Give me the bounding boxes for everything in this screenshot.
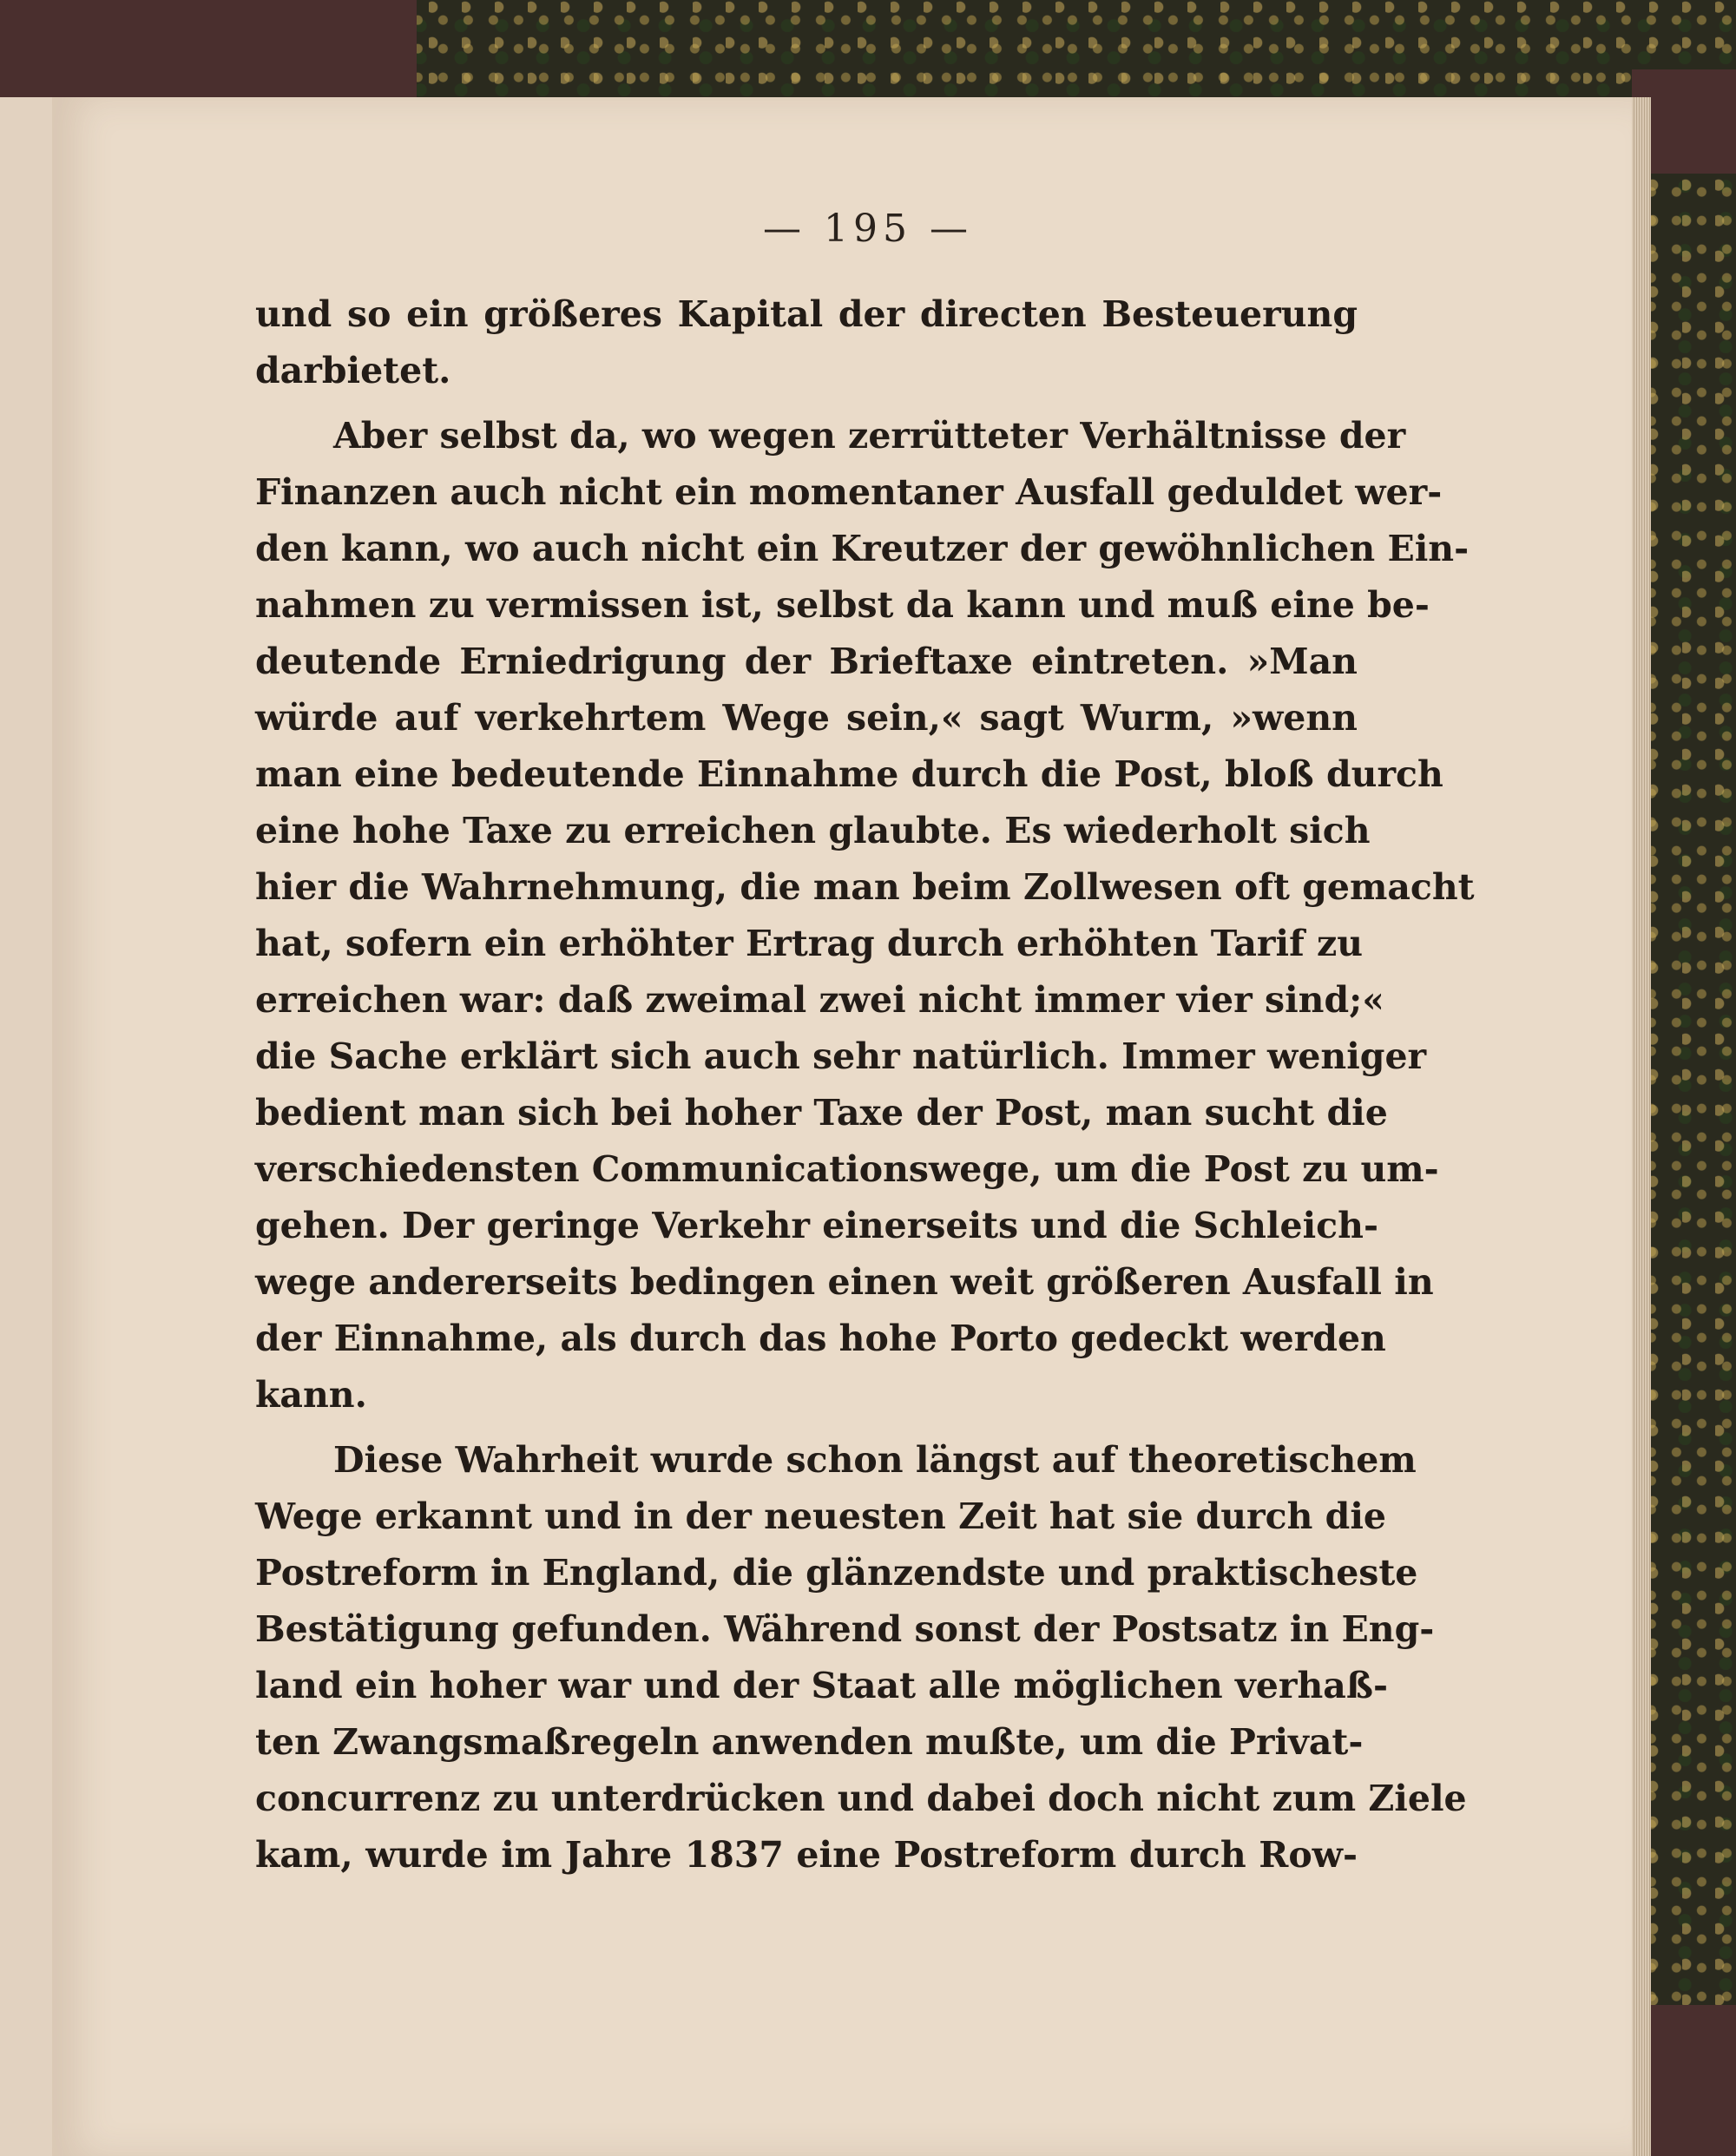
text-line: Diese Wahrheit wurde schon längst auf theoretischem (333, 1439, 1417, 1481)
text-line: eine hohe Taxe zu erreichen glaubte. Es wiederholt sich (255, 810, 1371, 851)
text-line: kann. (255, 1374, 367, 1416)
text-line: land ein hoher war und der Staat alle möglichen verhaß- (255, 1665, 1388, 1706)
page-number: — 195 — (763, 207, 973, 251)
text-line: ten Zwangsmaßregeln anwenden mußte, um die Privat- (255, 1721, 1364, 1763)
text-line: Postreform in England, die glänzendste und praktischeste (255, 1552, 1418, 1594)
text-line: die Sache erklärt sich auch sehr natürlich. Immer weniger (255, 1035, 1427, 1077)
leather-spine-top (0, 0, 417, 104)
text-line: verschiedensten Communicationswege, um die Post zu um- (255, 1148, 1439, 1190)
text-line: wege andererseits bedingen einen weit größeren Ausfall in (255, 1261, 1434, 1303)
text-line: concurrenz zu unterdrücken und dabei doch nicht zum Ziele (255, 1778, 1467, 1819)
text-line: darbietet. (255, 350, 451, 391)
text-line: Wege erkannt und in der neuesten Zeit hat sie durch die (255, 1495, 1386, 1537)
text-line: deutende Erniedrigung der Brieftaxe eintreten. »Man (255, 641, 1358, 682)
text-line: Finanzen auch nicht ein momentaner Ausfall geduldet wer- (255, 471, 1443, 513)
text-line: den kann, wo auch nicht ein Kreutzer der gewöhnlichen Ein- (255, 528, 1470, 569)
text-line: und so ein größeres Kapital der directen Besteuerung (255, 293, 1358, 335)
text-line: hat, sofern ein erhöhter Ertrag durch erhöhten Tarif zu (255, 923, 1364, 964)
text-line: man eine bedeutende Einnahme durch die Post, bloß durch (255, 753, 1443, 795)
text-line: erreichen war: daß zweimal zwei nicht immer vier sind;« (255, 979, 1384, 1021)
text-line: nahmen zu vermissen ist, selbst da kann und muß eine be- (255, 584, 1430, 626)
text-line: der Einnahme, als durch das hohe Porto gedeckt werden (255, 1318, 1386, 1359)
text-line: gehen. Der geringe Verkehr einerseits und die Schleich- (255, 1205, 1378, 1246)
body-text (255, 286, 1475, 1883)
text-line: Bestätigung gefunden. Während sonst der Postsatz in Eng- (255, 1608, 1435, 1650)
text-line: hier die Wahrnehmung, die man beim Zollwesen oft gemacht (255, 866, 1475, 908)
text-line: bedient man sich bei hoher Taxe der Post, man sucht die (255, 1092, 1388, 1134)
facing-page-edge (0, 97, 56, 2156)
text-line: kam, wurde im Jahre 1837 eine Postreform durch Row- (255, 1834, 1358, 1876)
text-line: Aber selbst da, wo wegen zerrütteter Verhältnisse der (333, 415, 1406, 457)
text-line: würde auf verkehrtem Wege sein,« sagt Wurm, »wenn (255, 697, 1358, 739)
page-edges (1632, 97, 1651, 2156)
